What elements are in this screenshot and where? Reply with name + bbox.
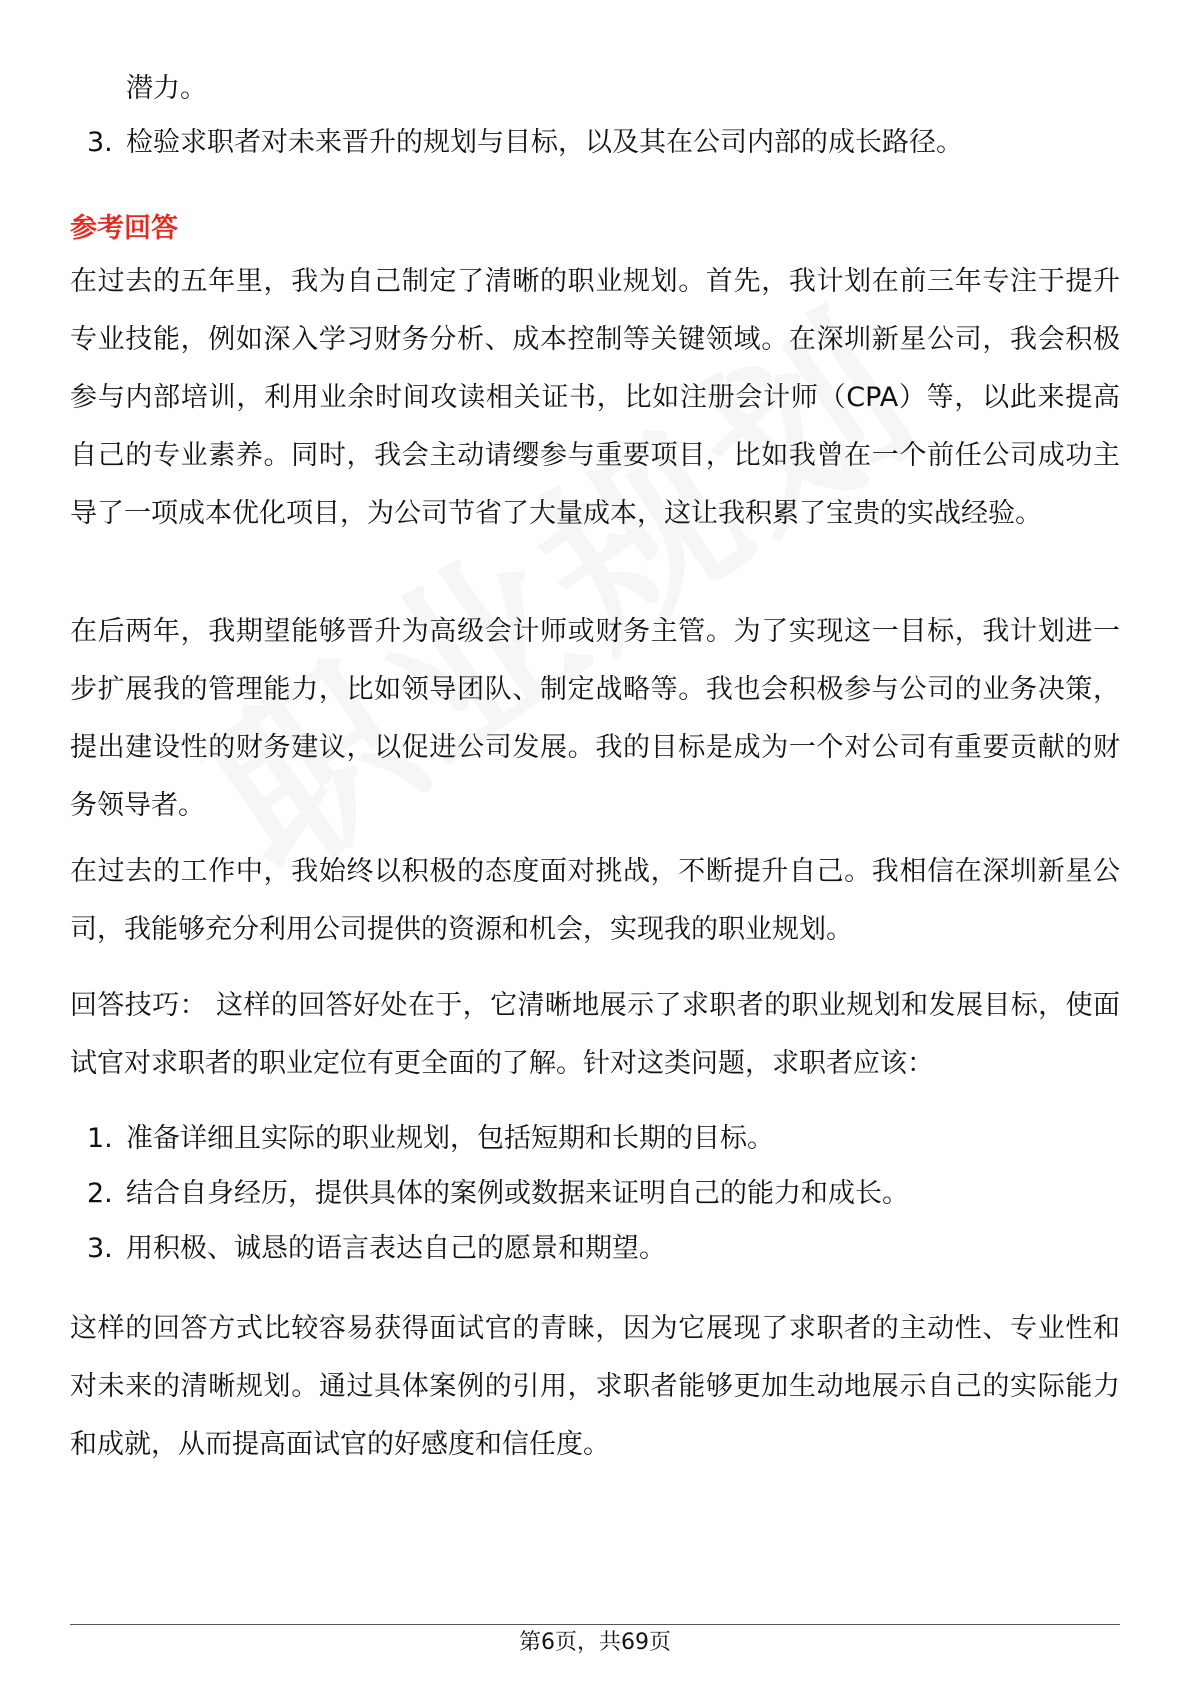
- tip-text: 用积极、诚恳的语言表达自己的愿景和期望。: [126, 1233, 666, 1264]
- answer-paragraph-2: 在后两年，我期望能够晋升为高级会计师或财务主管。为了实现这一目标，我计划进一步扩展我的管理能力，比如领导团队、制定战略等。我也会积极参与公司的业务决策，提出建设性的财务建议，以促进公司发展。我的目标是成为一个对公司有重要贡献的财务领导者。: [70, 616, 1120, 821]
- tips-intro-paragraph: 回答技巧： 这样的回答好处在于，它清晰地展示了求职者的职业规划和发展目标，使面试官对求职者的职业定位有更全面的了解。针对这类问题，求职者应该：: [70, 990, 1120, 1079]
- list-continuation: 潜力。: [126, 73, 207, 104]
- tip-text: 结合自身经历，提供具体的案例或数据来证明自己的能力和成长。: [126, 1178, 909, 1209]
- list-number: 3.: [87, 127, 113, 158]
- footer-divider: [70, 1624, 1120, 1625]
- list-text: 检验求职者对未来晋升的规划与目标，以及其在公司内部的成长路径。: [126, 127, 963, 158]
- closing-paragraph: 这样的回答方式比较容易获得面试官的青睐，因为它展现了求职者的主动性、专业性和对未来的清晰规划。通过具体案例的引用，求职者能够更加生动地展示自己的实际能力和成就，从而提高面试官的好感度和信任度。: [70, 1313, 1120, 1460]
- section-heading: 参考回答: [70, 213, 178, 244]
- tip-number: 1.: [87, 1123, 113, 1154]
- tip-number: 2.: [87, 1178, 113, 1209]
- answer-paragraph-3: 在过去的工作中，我始终以积极的态度面对挑战，不断提升自己。我相信在深圳新星公司，我能够充分利用公司提供的资源和机会，实现我的职业规划。: [70, 856, 1120, 945]
- page-number: 第6页，共69页: [519, 1630, 671, 1655]
- tip-number: 3.: [87, 1233, 113, 1264]
- answer-paragraph-1: 在过去的五年里，我为自己制定了清晰的职业规划。首先，我计划在前三年专注于提升专业技能，例如深入学习财务分析、成本控制等关键领域。在深圳新星公司，我会积极参与内部培训，利用业余时间攻读相关证书，比如注册会计师（CPA）等，以此来提高自己的专业素养。同时，我会主动请缨参与重要项目，比如我曾在一个前任公司成功主导了一项成本优化项目，为公司节省了大量成本，这让我积累了宝贵的实战经验。: [70, 266, 1120, 529]
- tip-text: 准备详细且实际的职业规划，包括短期和长期的目标。: [126, 1123, 774, 1154]
